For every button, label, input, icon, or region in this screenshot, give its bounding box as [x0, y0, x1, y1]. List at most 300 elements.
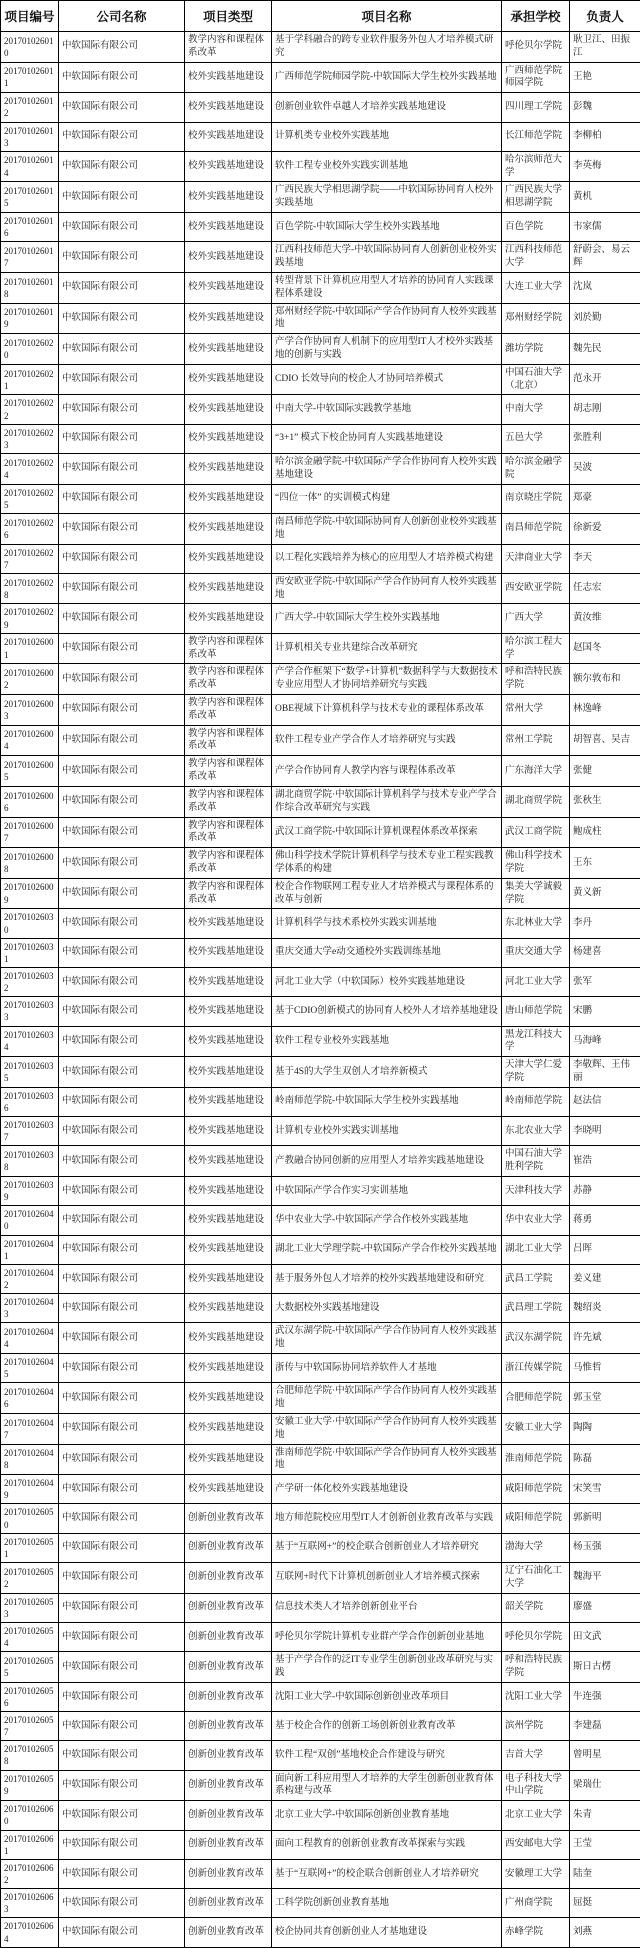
- project-id-cell: 201701026034: [1, 1026, 59, 1057]
- leader-cell: 李建磊: [570, 1712, 640, 1741]
- company-cell: 中软国际有限公司: [59, 1712, 185, 1741]
- company-cell: 中软国际有限公司: [59, 604, 185, 633]
- school-cell: 武汉东湖学院: [502, 1323, 570, 1354]
- school-cell: 广西师范学院师园学院: [502, 62, 570, 93]
- leader-cell: 郑豪: [570, 484, 640, 513]
- header-project-name: 项目名称: [272, 1, 502, 32]
- leader-cell: 彭魏: [570, 93, 640, 122]
- school-cell: 南昌师范学院: [502, 513, 570, 544]
- project-type-cell: 校外实践基地建设: [185, 997, 272, 1026]
- leader-cell: 崔浩: [570, 1146, 640, 1177]
- project-id-cell: 201701026003: [1, 695, 59, 726]
- project-name-cell: “3+1” 模式下校企协同育人实践基地建设: [272, 424, 502, 453]
- project-id-cell: 201701026007: [1, 817, 59, 848]
- school-cell: 潍坊学院: [502, 334, 570, 365]
- project-type-cell: 教学内容和课程体系改革: [185, 817, 272, 848]
- table-row: [1, 122, 640, 151]
- leader-cell: 郭玉堂: [570, 1383, 640, 1414]
- leader-cell: 任志宏: [570, 573, 640, 604]
- project-id-cell: 201701026012: [1, 93, 59, 122]
- project-name-cell: 基于产学合作的泛IT专业学生创新创业改革研究与实践: [272, 1652, 502, 1683]
- project-id-cell: 201701026061: [1, 1830, 59, 1859]
- leader-cell: 廖盛: [570, 1593, 640, 1622]
- project-id-cell: 201701026027: [1, 544, 59, 573]
- project-name-cell: 软件工程专业校外实践实训基地: [272, 151, 502, 182]
- school-cell: 淮南师范学院: [502, 1444, 570, 1475]
- school-cell: 长江师范学院: [502, 122, 570, 151]
- school-cell: 辽宁石油化工大学: [502, 1562, 570, 1593]
- project-id-cell: 201701026044: [1, 1323, 59, 1354]
- school-cell: 天津科技大学: [502, 1176, 570, 1205]
- leader-cell: 李敬辉、王伟丽: [570, 1057, 640, 1088]
- project-type-cell: 创新创业教育改革: [185, 1801, 272, 1830]
- leader-cell: 胡志刚: [570, 395, 640, 424]
- project-type-cell: 校外实践基地建设: [185, 1323, 272, 1354]
- school-cell: 河北工业大学: [502, 967, 570, 996]
- project-id-cell: 201701026037: [1, 1117, 59, 1146]
- leader-cell: 吕晖: [570, 1235, 640, 1264]
- leader-cell: 田文武: [570, 1622, 640, 1651]
- project-id-cell: 201701026004: [1, 725, 59, 756]
- school-cell: 岭南师范学院: [502, 1087, 570, 1116]
- school-cell: 电子科技大学中山学院: [502, 1770, 570, 1801]
- company-cell: 中软国际有限公司: [59, 1444, 185, 1475]
- school-cell: 湖北商贸学院: [502, 786, 570, 817]
- table-row: [1, 725, 640, 756]
- company-cell: 中软国际有限公司: [59, 513, 185, 544]
- company-cell: 中软国际有限公司: [59, 695, 185, 726]
- table-row: [1, 32, 640, 63]
- project-id-cell: 201701026025: [1, 484, 59, 513]
- project-id-cell: 201701026009: [1, 878, 59, 909]
- project-name-cell: 郑州财经学院-中软国际产学合作协同育人校外实践基地: [272, 303, 502, 334]
- table-row: [1, 513, 640, 544]
- school-cell: 五邑大学: [502, 424, 570, 453]
- company-cell: 中软国际有限公司: [59, 1504, 185, 1533]
- project-type-cell: 创新创业教育改革: [185, 1533, 272, 1562]
- company-cell: 中软国际有限公司: [59, 1593, 185, 1622]
- company-cell: 中软国际有限公司: [59, 817, 185, 848]
- table-row: [1, 424, 640, 453]
- company-cell: 中软国际有限公司: [59, 334, 185, 365]
- project-name-cell: 基于服务外包人才培养的校外实践基地建设和研究: [272, 1264, 502, 1293]
- company-cell: 中软国际有限公司: [59, 122, 185, 151]
- company-cell: 中软国际有限公司: [59, 1830, 185, 1859]
- company-cell: 中软国际有限公司: [59, 484, 185, 513]
- company-cell: 中软国际有限公司: [59, 364, 185, 395]
- project-type-cell: 创新创业教育改革: [185, 1741, 272, 1770]
- project-type-cell: 校外实践基地建设: [185, 303, 272, 334]
- project-id-cell: 201701026031: [1, 938, 59, 967]
- project-id-cell: 201701026052: [1, 1562, 59, 1593]
- table-row: [1, 213, 640, 242]
- company-cell: 中软国际有限公司: [59, 1918, 185, 1947]
- school-cell: 常州大学: [502, 695, 570, 726]
- leader-cell: 张胜利: [570, 424, 640, 453]
- school-cell: 大连工业大学: [502, 272, 570, 303]
- project-type-cell: 创新创业教育改革: [185, 1918, 272, 1947]
- school-cell: 哈尔滨金融学院: [502, 454, 570, 485]
- table-row: [1, 1413, 640, 1444]
- project-name-cell: 计算机相关专业共建综合改革研究: [272, 633, 502, 664]
- company-cell: 中软国际有限公司: [59, 664, 185, 695]
- project-name-cell: 产学研一体化校外实践基地建设: [272, 1475, 502, 1504]
- project-id-cell: 201701026029: [1, 604, 59, 633]
- project-name-cell: 重庆交通大学e动交通校外实践训练基地: [272, 938, 502, 967]
- leader-cell: 李英梅: [570, 151, 640, 182]
- leader-cell: 徐新爱: [570, 513, 640, 544]
- leader-cell: 沈岚: [570, 272, 640, 303]
- project-type-cell: 校外实践基地建设: [185, 1264, 272, 1293]
- leader-cell: 张军: [570, 967, 640, 996]
- project-id-cell: 201701026038: [1, 1146, 59, 1177]
- company-cell: 中软国际有限公司: [59, 1475, 185, 1504]
- table-body: [1, 32, 640, 1948]
- project-type-cell: 教学内容和课程体系改革: [185, 695, 272, 726]
- leader-cell: 牛连强: [570, 1682, 640, 1711]
- table-row: [1, 1562, 640, 1593]
- leader-cell: 赵国冬: [570, 633, 640, 664]
- project-type-cell: 校外实践基地建设: [185, 334, 272, 365]
- project-type-cell: 校外实践基地建设: [185, 1087, 272, 1116]
- project-name-cell: 北京工业大学-中软国际创新创业教育基地: [272, 1801, 502, 1830]
- leader-cell: 苏静: [570, 1176, 640, 1205]
- project-type-cell: 创新创业教育改革: [185, 1889, 272, 1918]
- company-cell: 中软国际有限公司: [59, 1264, 185, 1293]
- project-id-cell: 201701026048: [1, 1444, 59, 1475]
- table-row: [1, 1383, 640, 1414]
- project-name-cell: 基于“互联网+”的校企联合创新创业人才培养研究: [272, 1533, 502, 1562]
- project-name-cell: 校企协同共育创新创业人才基地建设: [272, 1918, 502, 1947]
- table-row: [1, 573, 640, 604]
- school-cell: 常州工学院: [502, 725, 570, 756]
- table-row: [1, 1146, 640, 1177]
- leader-cell: 李天: [570, 544, 640, 573]
- school-cell: 武汉工商学院: [502, 817, 570, 848]
- school-cell: 百色学院: [502, 213, 570, 242]
- project-id-cell: 201701026033: [1, 997, 59, 1026]
- project-id-cell: 201701026018: [1, 272, 59, 303]
- company-cell: 中软国际有限公司: [59, 424, 185, 453]
- leader-cell: 李柳柏: [570, 122, 640, 151]
- leader-cell: 李晓明: [570, 1117, 640, 1146]
- company-cell: 中软国际有限公司: [59, 1682, 185, 1711]
- school-cell: 佛山科学技术学院: [502, 848, 570, 879]
- table-row: [1, 272, 640, 303]
- project-name-cell: OBE视域下计算机科学与技术专业的课程体系改革: [272, 695, 502, 726]
- project-type-cell: 校外实践基地建设: [185, 364, 272, 395]
- table-row: [1, 303, 640, 334]
- leader-cell: 魏海平: [570, 1562, 640, 1593]
- project-name-cell: 河北工业大学（中软国际）校外实践基地建设: [272, 967, 502, 996]
- project-id-cell: 201701026040: [1, 1206, 59, 1235]
- project-type-cell: 教学内容和课程体系改革: [185, 848, 272, 879]
- leader-cell: 鲍成柱: [570, 817, 640, 848]
- project-type-cell: 校外实践基地建设: [185, 604, 272, 633]
- company-cell: 中软国际有限公司: [59, 909, 185, 938]
- project-type-cell: 校外实践基地建设: [185, 573, 272, 604]
- project-type-cell: 教学内容和课程体系改革: [185, 633, 272, 664]
- table-row: [1, 997, 640, 1026]
- project-name-cell: 转型背景下计算机应用型人才培养的协同育人实践课程体系建设: [272, 272, 502, 303]
- company-cell: 中软国际有限公司: [59, 395, 185, 424]
- project-name-cell: 信息技术类人才培养创新创业平台: [272, 1593, 502, 1622]
- project-name-cell: 湖北商贸学院·中软国际计算机科学与技术专业产学合作综合改革研究与实践: [272, 786, 502, 817]
- school-cell: 滨州学院: [502, 1712, 570, 1741]
- table-row: [1, 695, 640, 726]
- project-name-cell: 以工程化实践培养为核心的应用型人才培养模式构建: [272, 544, 502, 573]
- project-id-cell: 201701026006: [1, 786, 59, 817]
- school-cell: 合肥师范学院: [502, 1383, 570, 1414]
- school-cell: 赤峰学院: [502, 1918, 570, 1947]
- table-row: [1, 633, 640, 664]
- leader-cell: 黄机: [570, 182, 640, 213]
- school-cell: 咸阳师范学院: [502, 1504, 570, 1533]
- table-row: [1, 1504, 640, 1533]
- table-row: [1, 334, 640, 365]
- project-type-cell: 创新创业教育改革: [185, 1504, 272, 1533]
- project-id-cell: 201701026046: [1, 1383, 59, 1414]
- leader-cell: 曾明星: [570, 1741, 640, 1770]
- project-name-cell: 广西民族大学相思湖学院——中软国际协同育人校外实践基地: [272, 182, 502, 213]
- table-row: [1, 1593, 640, 1622]
- table-row: [1, 1117, 640, 1146]
- project-name-cell: 计算机科学与技术系校外实践实训基地: [272, 909, 502, 938]
- table-row: [1, 756, 640, 787]
- school-cell: 广西民族大学相思湖学院: [502, 182, 570, 213]
- school-cell: 武昌工学院: [502, 1264, 570, 1293]
- project-type-cell: 创新创业教育改革: [185, 1652, 272, 1683]
- project-id-cell: 201701026045: [1, 1353, 59, 1382]
- school-cell: 哈尔滨师范大学: [502, 151, 570, 182]
- leader-cell: 韦家儒: [570, 213, 640, 242]
- project-type-cell: 创新创业教育改革: [185, 1712, 272, 1741]
- school-cell: 广东海洋大学: [502, 756, 570, 787]
- table-row: [1, 1770, 640, 1801]
- leader-cell: 魏先民: [570, 334, 640, 365]
- project-type-cell: 校外实践基地建设: [185, 424, 272, 453]
- table-row: [1, 93, 640, 122]
- project-name-cell: 面向工程教育的创新创业教育改革探索与实践: [272, 1830, 502, 1859]
- project-type-cell: 校外实践基地建设: [185, 1057, 272, 1088]
- school-cell: 郑州财经学院: [502, 303, 570, 334]
- table-row: [1, 1026, 640, 1057]
- leader-cell: 杨建喜: [570, 938, 640, 967]
- leader-cell: 王东: [570, 848, 640, 879]
- project-id-cell: 201701026032: [1, 967, 59, 996]
- leader-cell: 黄义新: [570, 878, 640, 909]
- project-type-cell: 校外实践基地建设: [185, 1235, 272, 1264]
- school-cell: 重庆交通大学: [502, 938, 570, 967]
- project-id-cell: 201701026030: [1, 909, 59, 938]
- company-cell: 中软国际有限公司: [59, 213, 185, 242]
- project-id-cell: 201701026028: [1, 573, 59, 604]
- project-id-cell: 201701026062: [1, 1859, 59, 1888]
- leader-cell: 梁瑞仕: [570, 1770, 640, 1801]
- project-name-cell: 武汉东湖学院-中软国际产学合作协同育人校外实践基地: [272, 1323, 502, 1354]
- company-cell: 中软国际有限公司: [59, 1770, 185, 1801]
- project-type-cell: 校外实践基地建设: [185, 967, 272, 996]
- header-company-name: 公司名称: [59, 1, 185, 32]
- project-type-cell: 校外实践基地建设: [185, 1026, 272, 1057]
- project-id-cell: 201701026050: [1, 1504, 59, 1533]
- table-row: [1, 1830, 640, 1859]
- project-id-cell: 201701026053: [1, 1593, 59, 1622]
- project-type-cell: 校外实践基地建设: [185, 213, 272, 242]
- project-name-cell: 产教融合协同创新的应用型人才培养实践基地建设: [272, 1146, 502, 1177]
- school-cell: 东北农业大学: [502, 1117, 570, 1146]
- project-id-cell: 201701026019: [1, 303, 59, 334]
- project-id-cell: 201701026047: [1, 1413, 59, 1444]
- project-name-cell: 广西师范学院师园学院-中软国际大学生校外实践基地: [272, 62, 502, 93]
- project-type-cell: 创新创业教育改革: [185, 1830, 272, 1859]
- company-cell: 中软国际有限公司: [59, 62, 185, 93]
- project-name-cell: 华中农业大学-中软国际产学合作校外实践基地: [272, 1206, 502, 1235]
- project-type-cell: 校外实践基地建设: [185, 62, 272, 93]
- company-cell: 中软国际有限公司: [59, 1533, 185, 1562]
- company-cell: 中软国际有限公司: [59, 544, 185, 573]
- school-cell: 西安欧亚学院: [502, 573, 570, 604]
- table-row: [1, 786, 640, 817]
- project-id-cell: 201701026023: [1, 424, 59, 453]
- project-name-cell: 产学合作框架下“数学+计算机”数据科学与大数据技术专业应用型人才协同培养研究与实践: [272, 664, 502, 695]
- table-row: [1, 664, 640, 695]
- company-cell: 中软国际有限公司: [59, 1176, 185, 1205]
- project-name-cell: 哈尔滨金融学院-中软国际产学合作协同育人校外实践基地建设: [272, 454, 502, 485]
- company-cell: 中软国际有限公司: [59, 93, 185, 122]
- project-id-cell: 201701026020: [1, 334, 59, 365]
- project-type-cell: 校外实践基地建设: [185, 1383, 272, 1414]
- project-id-cell: 201701026057: [1, 1712, 59, 1741]
- project-id-cell: 201701026049: [1, 1475, 59, 1504]
- project-id-cell: 201701026005: [1, 756, 59, 787]
- school-cell: 呼和浩特民族学院: [502, 1652, 570, 1683]
- header-row: [1, 1, 640, 32]
- company-cell: 中软国际有限公司: [59, 633, 185, 664]
- school-cell: 安徽理工大学: [502, 1859, 570, 1888]
- project-name-cell: CDIO 长效导向的校企人才协同培养模式: [272, 364, 502, 395]
- project-id-cell: 201701026036: [1, 1087, 59, 1116]
- project-name-cell: 软件工程“双创”基地校企合作建设与研究: [272, 1741, 502, 1770]
- project-type-cell: 教学内容和课程体系改革: [185, 664, 272, 695]
- leader-cell: 陈磊: [570, 1444, 640, 1475]
- school-cell: 中南大学: [502, 395, 570, 424]
- project-type-cell: 校外实践基地建设: [185, 454, 272, 485]
- project-type-cell: 教学内容和课程体系改革: [185, 32, 272, 63]
- header-project-id: 项目编号: [1, 1, 59, 32]
- table-row: [1, 1682, 640, 1711]
- project-name-cell: 互联网+时代下计算机创新创业人才培养模式探索: [272, 1562, 502, 1593]
- leader-cell: 林逸峰: [570, 695, 640, 726]
- project-type-cell: 校外实践基地建设: [185, 484, 272, 513]
- leader-cell: 王艳: [570, 62, 640, 93]
- company-cell: 中软国际有限公司: [59, 1652, 185, 1683]
- table-row: [1, 1323, 640, 1354]
- project-name-cell: 校企合作物联网工程专业人才培养模式与课程体系的改革与创新: [272, 878, 502, 909]
- project-type-cell: 校外实践基地建设: [185, 395, 272, 424]
- table-row: [1, 1859, 640, 1888]
- project-name-cell: 百色学院-中软国际大学生校外实践基地: [272, 213, 502, 242]
- school-cell: 北京工业大学: [502, 1801, 570, 1830]
- company-cell: 中软国际有限公司: [59, 756, 185, 787]
- leader-cell: 刘燕: [570, 1918, 640, 1947]
- school-cell: 浙江传媒学院: [502, 1353, 570, 1382]
- company-cell: 中软国际有限公司: [59, 1889, 185, 1918]
- project-type-cell: 教学内容和课程体系改革: [185, 725, 272, 756]
- project-id-cell: 201701026042: [1, 1264, 59, 1293]
- company-cell: 中软国际有限公司: [59, 786, 185, 817]
- project-name-cell: 呼伦贝尔学院计算机专业群产学合作创新创业基地: [272, 1622, 502, 1651]
- table-row: [1, 1712, 640, 1741]
- school-cell: 渤海大学: [502, 1533, 570, 1562]
- table-row: [1, 878, 640, 909]
- company-cell: 中软国际有限公司: [59, 1206, 185, 1235]
- project-type-cell: 校外实践基地建设: [185, 1413, 272, 1444]
- project-id-cell: 201701026064: [1, 1918, 59, 1947]
- leader-cell: 郭新明: [570, 1504, 640, 1533]
- table-row: [1, 1294, 640, 1323]
- company-cell: 中软国际有限公司: [59, 182, 185, 213]
- company-cell: 中软国际有限公司: [59, 1146, 185, 1177]
- project-name-cell: 佛山科学技术学院计算机科学与技术专业工程实践教学体系的构建: [272, 848, 502, 879]
- project-type-cell: 校外实践基地建设: [185, 1206, 272, 1235]
- table-row: [1, 62, 640, 93]
- company-cell: 中软国际有限公司: [59, 997, 185, 1026]
- leader-cell: 胡智喜、吴吉: [570, 725, 640, 756]
- leader-cell: 舒蔚会、易云辉: [570, 242, 640, 273]
- table-row: [1, 848, 640, 879]
- project-name-cell: 产学合作协同育人教学内容与课程体系改革: [272, 756, 502, 787]
- table-row: [1, 1533, 640, 1562]
- project-type-cell: 校外实践基地建设: [185, 1353, 272, 1382]
- school-cell: 集美大学诚毅学院: [502, 878, 570, 909]
- leader-cell: 杨玉强: [570, 1533, 640, 1562]
- table-row: [1, 1057, 640, 1088]
- project-type-cell: 创新创业教育改革: [185, 1770, 272, 1801]
- school-cell: 唐山师范学院: [502, 997, 570, 1026]
- project-name-cell: 基于校企合作的创新工场创新创业教育改革: [272, 1712, 502, 1741]
- header-leader: 负责人: [570, 1, 640, 32]
- table-row: [1, 395, 640, 424]
- leader-cell: 吴波: [570, 454, 640, 485]
- project-name-cell: 基于CDIO创新模式的协同育人校外人才培养基地建设: [272, 997, 502, 1026]
- leader-cell: 赵法信: [570, 1087, 640, 1116]
- leader-cell: 蒋勇: [570, 1206, 640, 1235]
- table-row: [1, 817, 640, 848]
- project-type-cell: 教学内容和课程体系改革: [185, 756, 272, 787]
- project-id-cell: 201701026051: [1, 1533, 59, 1562]
- project-id-cell: 201701026054: [1, 1622, 59, 1651]
- project-name-cell: 合肥师范学院·中软国际产学合作协同育人校外实践基地: [272, 1383, 502, 1414]
- leader-cell: 陆奎: [570, 1859, 640, 1888]
- company-cell: 中软国际有限公司: [59, 1294, 185, 1323]
- project-type-cell: 校外实践基地建设: [185, 1294, 272, 1323]
- project-name-cell: 湖北工业大学理学院-中软国际产学合作校外实践基地: [272, 1235, 502, 1264]
- school-cell: 哈尔滨工程大学: [502, 633, 570, 664]
- table-row: [1, 938, 640, 967]
- school-cell: 南京晓庄学院: [502, 484, 570, 513]
- school-cell: 湖北工业大学: [502, 1235, 570, 1264]
- project-id-cell: 201701026059: [1, 1770, 59, 1801]
- project-id-cell: 201701026041: [1, 1235, 59, 1264]
- project-name-cell: 计算机专业校外实践实训基地: [272, 1117, 502, 1146]
- table-row: [1, 1652, 640, 1683]
- school-cell: 天津商业大学: [502, 544, 570, 573]
- table-row: [1, 1741, 640, 1770]
- school-cell: 广西大学: [502, 604, 570, 633]
- project-type-cell: 创新创业教育改革: [185, 1562, 272, 1593]
- table-row: [1, 1235, 640, 1264]
